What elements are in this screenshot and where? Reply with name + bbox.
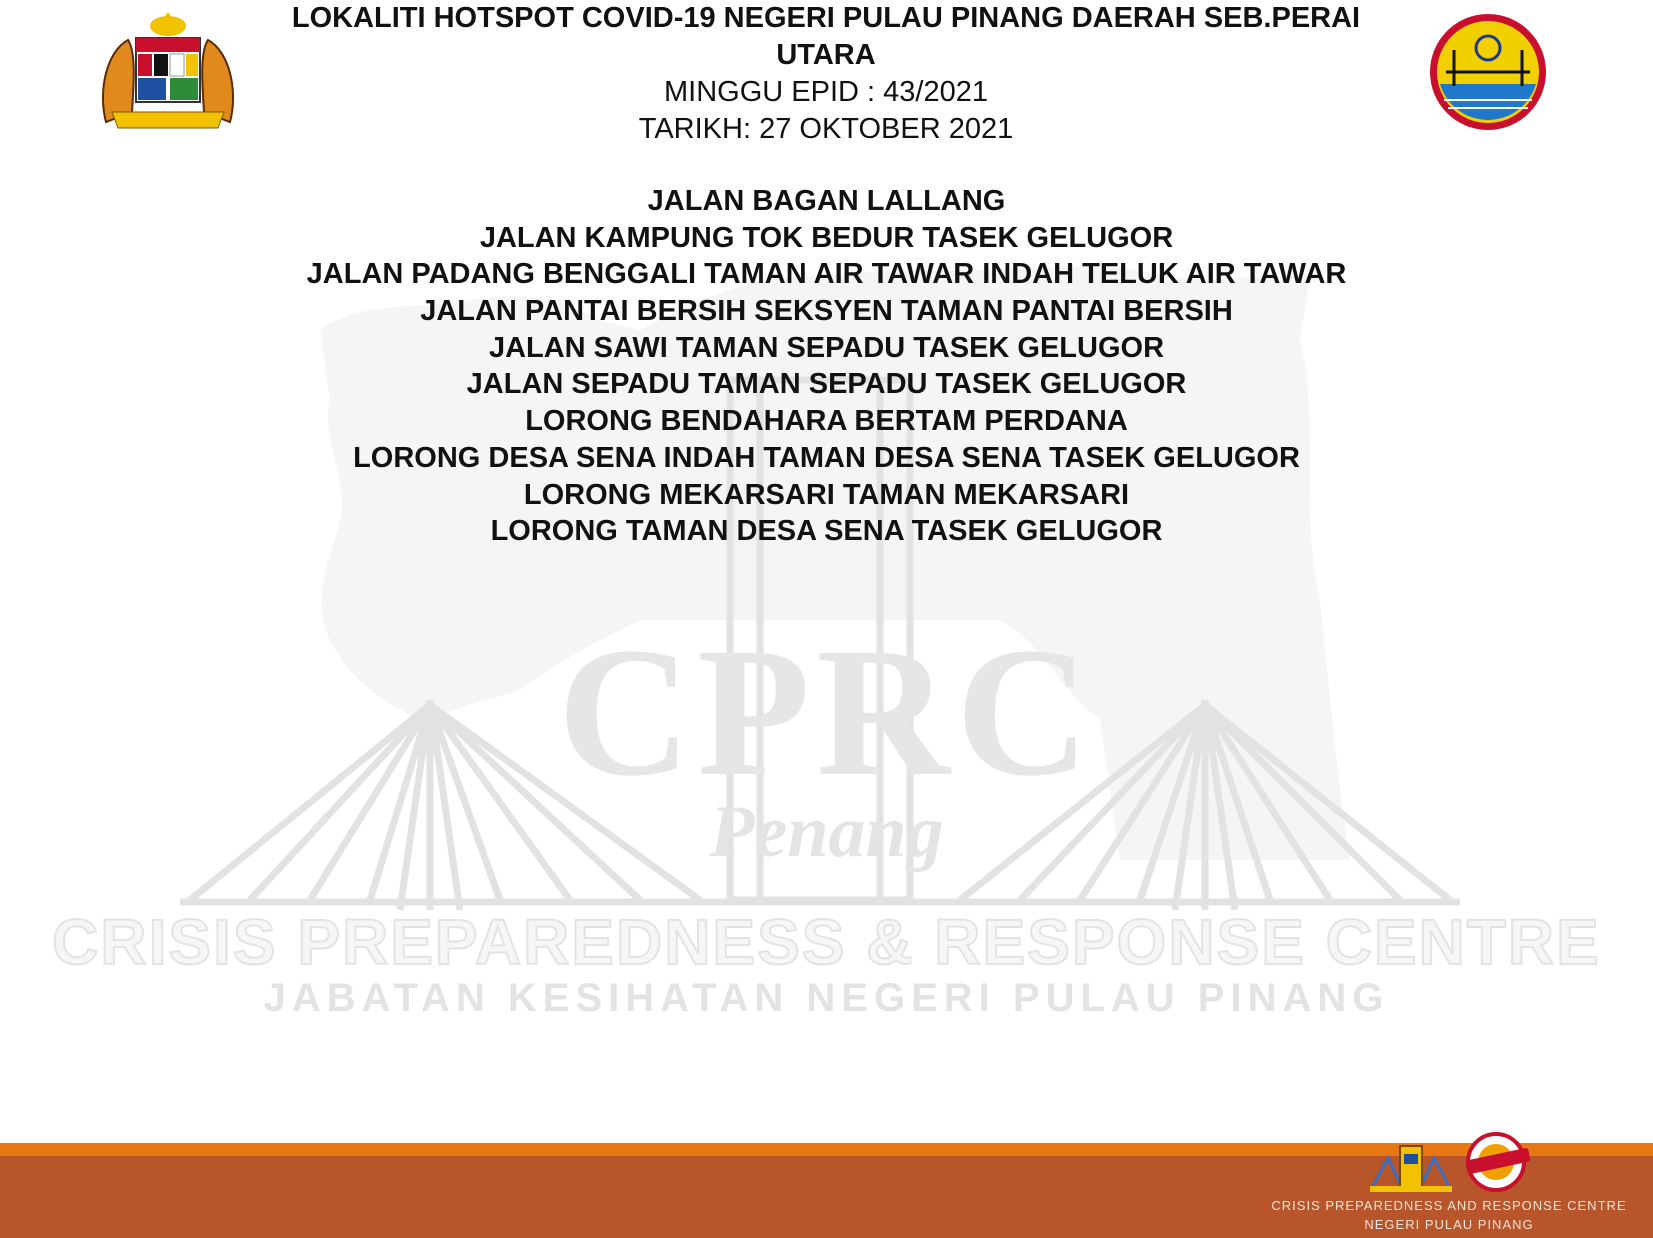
- coat-of-arms-logo: [92, 12, 244, 134]
- report-date: TARIKH: 27 OKTOBER 2021: [638, 113, 1014, 145]
- list-item: JALAN SAWI TAMAN SEPADU TASEK GELUGOR: [488, 331, 1165, 364]
- list-item: JALAN BAGAN LALLANG: [647, 185, 1006, 217]
- list-item: LORONG TAMAN DESA SENA TASEK GELUGOR: [490, 515, 1163, 548]
- locality-list: [200, 183, 1453, 550]
- footer-line-2: NEGERI PULAU PINANG: [1364, 1217, 1534, 1232]
- page-title: LOKALITI HOTSPOT COVID-19 NEGERI PULAU PINANG DAERAH SEB.PERAI UTARA: [291, 2, 1361, 71]
- list-item: JALAN SEPADU TAMAN SEPADU TASEK GELUGOR: [466, 368, 1187, 401]
- state-seal-logo: [1426, 12, 1550, 132]
- list-item: JALAN PANTAI BERSIH SEKSYEN TAMAN PANTAI BERSIH: [420, 295, 1233, 328]
- cprc-footer-logo: [1368, 1136, 1454, 1194]
- page-header: [270, 0, 1382, 148]
- watermark-crisis-text: CRISIS PREPAREDNESS & RESPONSE CENTRE: [52, 906, 1601, 978]
- watermark-penang-text: Penang: [709, 791, 944, 873]
- list-item: JALAN PADANG BENGGALI TAMAN AIR TAWAR INDAH TELUK AIR TAWAR: [306, 258, 1347, 291]
- epid-week: MINGGU EPID : 43/2021: [664, 76, 988, 108]
- list-item: LORONG DESA SENA INDAH TAMAN DESA SENA TASEK GELUGOR: [353, 441, 1300, 474]
- watermark-jabatan-text: JABATAN KESIHATAN NEGERI PULAU PINANG: [263, 976, 1390, 1020]
- list-item: LORONG BENDAHARA BERTAM PERDANA: [525, 405, 1128, 438]
- watermark-cprc-text: CPRC: [557, 610, 1096, 815]
- footer-line-1: CRISIS PREPAREDNESS AND RESPONSE CENTRE: [1271, 1198, 1627, 1213]
- penang-lawan-covid-logo: [1462, 1130, 1534, 1194]
- list-item: JALAN KAMPUNG TOK BEDUR TASEK GELUGOR: [479, 221, 1174, 254]
- footer-caption: [1259, 1196, 1639, 1234]
- list-item: LORONG MEKARSARI TAMAN MEKARSARI: [523, 478, 1130, 511]
